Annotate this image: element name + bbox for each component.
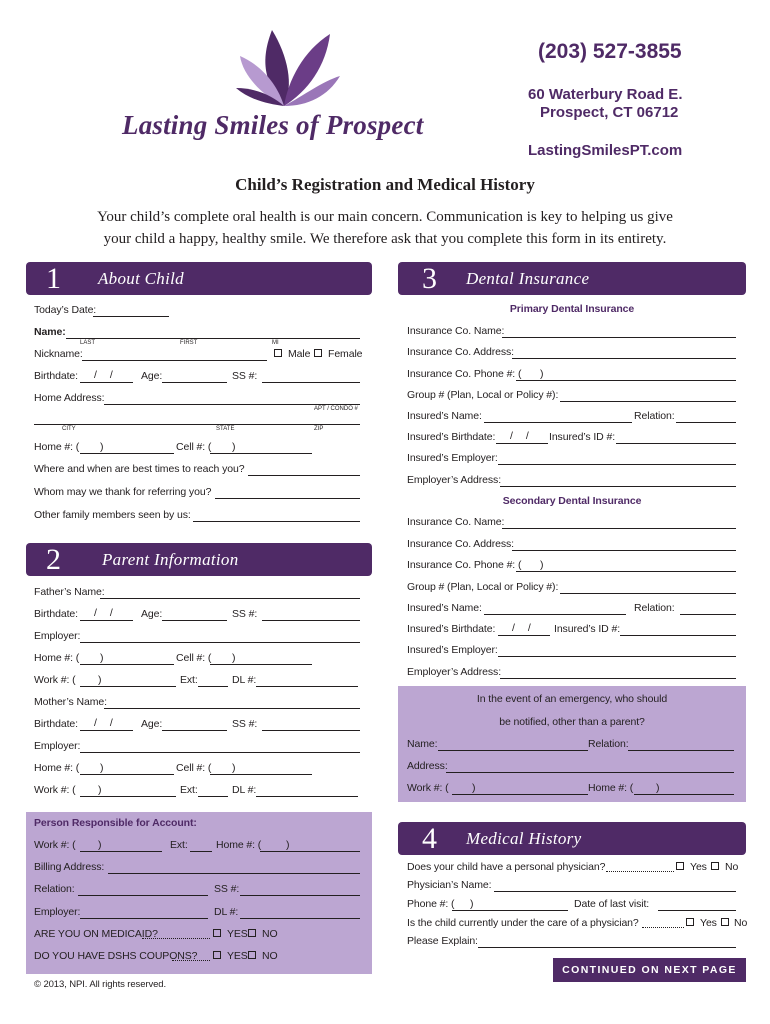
mother-cell-phone-label: Cell #: ( bbox=[176, 762, 212, 774]
s-ins-name-label: Insurance Co. Name: bbox=[407, 516, 505, 528]
father-age-field[interactable] bbox=[162, 620, 227, 621]
under-care-label: Is the child currently under the care of a physician? bbox=[407, 917, 639, 929]
paren-close: ) bbox=[100, 762, 104, 774]
s-insured-name-field[interactable] bbox=[484, 614, 626, 615]
resp-employer-field[interactable] bbox=[80, 918, 208, 919]
section3-title: Dental Insurance bbox=[466, 269, 590, 288]
under-care-no-checkbox[interactable] bbox=[721, 918, 729, 926]
dshs-yes-label: YES bbox=[227, 950, 248, 962]
resp-work-phone-label: Work #: ( bbox=[34, 839, 76, 851]
sub-zip: ZIP bbox=[314, 426, 324, 432]
birthdate-slashes: // bbox=[94, 717, 126, 729]
mother-employer-label: Employer: bbox=[34, 740, 81, 752]
age-field[interactable] bbox=[162, 382, 227, 383]
paren-close: ) bbox=[100, 441, 104, 453]
physician-yes-label: Yes bbox=[690, 861, 707, 873]
primary-insurance-title: Primary Dental Insurance bbox=[509, 303, 635, 315]
under-care-yes-label: Yes bbox=[700, 917, 717, 929]
p-insured-employer-field[interactable] bbox=[498, 464, 736, 465]
mother-age-label: Age: bbox=[141, 718, 163, 730]
responsible-title: Person Responsible for Account: bbox=[34, 817, 197, 829]
physicians-name-field[interactable] bbox=[494, 891, 736, 892]
sub-state: STATE bbox=[216, 426, 235, 432]
s-insured-employer-label: Insured’s Employer: bbox=[407, 644, 498, 656]
paren-close: ) bbox=[232, 762, 236, 774]
father-cell-phone-label: Cell #: ( bbox=[176, 652, 212, 664]
s-insured-birthdate-field[interactable] bbox=[498, 635, 550, 636]
birthdate-label: Birthdate: bbox=[34, 370, 78, 382]
emergency-relation-field[interactable] bbox=[628, 750, 734, 751]
mother-ext-field[interactable] bbox=[198, 796, 228, 797]
dshs-no-label: NO bbox=[262, 950, 278, 962]
practice-address-line1: 60 Waterbury Road E. bbox=[528, 86, 683, 103]
mother-home-phone-label: Home #: ( bbox=[34, 762, 80, 774]
resp-home-phone-field[interactable] bbox=[260, 851, 360, 852]
female-checkbox[interactable] bbox=[314, 349, 322, 357]
section1-banner bbox=[26, 262, 372, 295]
p-ins-address-field[interactable] bbox=[512, 358, 736, 359]
s-relation-field[interactable] bbox=[680, 614, 736, 615]
s-ins-address-label: Insurance Co. Address: bbox=[407, 538, 514, 550]
mother-work-phone-label: Work #: ( bbox=[34, 784, 76, 796]
mother-employer-field[interactable] bbox=[80, 752, 360, 753]
mothers-name-field[interactable] bbox=[104, 708, 360, 709]
father-age-label: Age: bbox=[141, 608, 163, 620]
child-cell-phone-label: Cell #: ( bbox=[176, 441, 212, 453]
dshs-label: DO YOU HAVE DSHS COUPONS? bbox=[34, 950, 198, 962]
secondary-insurance-title: Secondary Dental Insurance bbox=[502, 495, 642, 507]
s-insured-name-label: Insured’s Name: bbox=[407, 602, 482, 614]
city-state-zip-field[interactable] bbox=[34, 424, 360, 425]
continued-label: CONTINUED ON NEXT PAGE bbox=[562, 964, 737, 976]
paren-close: ) bbox=[286, 839, 290, 851]
section3-number: 3 bbox=[422, 262, 437, 295]
ss-label: SS #: bbox=[232, 370, 258, 382]
father-dl-label: DL #: bbox=[232, 674, 257, 686]
mother-dl-field[interactable] bbox=[256, 796, 358, 797]
please-explain-label: Please Explain: bbox=[407, 935, 478, 947]
mother-cell-phone-field[interactable] bbox=[210, 774, 312, 775]
nickname-field[interactable] bbox=[82, 360, 267, 361]
p-employer-address-label: Employer’s Address: bbox=[407, 474, 502, 486]
practice-address-line2: Prospect, CT 06712 bbox=[540, 104, 679, 121]
section3-banner bbox=[398, 262, 746, 295]
sub-mi: MI bbox=[272, 340, 279, 346]
birthdate-field[interactable] bbox=[80, 382, 133, 383]
s-group-label: Group # (Plan, Local or Policy #): bbox=[407, 581, 559, 593]
resp-relation-label: Relation: bbox=[34, 883, 75, 895]
s-insured-id-field[interactable] bbox=[620, 635, 736, 636]
father-birthdate-label: Birthdate: bbox=[34, 608, 78, 620]
p-ins-phone-field[interactable] bbox=[516, 380, 736, 381]
resp-ss-field[interactable] bbox=[240, 895, 360, 896]
logo bbox=[228, 26, 344, 110]
medicaid-no-label: NO bbox=[262, 928, 278, 940]
medicaid-yes-checkbox[interactable] bbox=[213, 929, 221, 937]
nickname-label: Nickname: bbox=[34, 348, 83, 360]
section4-number: 4 bbox=[422, 822, 437, 855]
intro-line1: Your child’s complete oral health is our main concern. Communication is key to helping us give bbox=[97, 209, 673, 225]
p-group-label: Group # (Plan, Local or Policy #): bbox=[407, 389, 559, 401]
billing-address-field[interactable] bbox=[108, 873, 360, 874]
p-relation-field[interactable] bbox=[676, 422, 736, 423]
p-employer-address-field[interactable] bbox=[500, 486, 736, 487]
medicaid-label: ARE YOU ON MEDICAID? bbox=[34, 928, 158, 940]
home-address-label: Home Address: bbox=[34, 392, 105, 404]
mother-ss-field[interactable] bbox=[262, 730, 360, 731]
emergency-home-label: Home #: ( bbox=[588, 782, 634, 794]
section2-title: Parent Information bbox=[102, 550, 239, 569]
resp-ss-label: SS #: bbox=[214, 883, 240, 895]
father-ext-field[interactable] bbox=[198, 686, 228, 687]
home-address-field[interactable] bbox=[104, 404, 360, 405]
section4-banner bbox=[398, 822, 746, 855]
resp-dl-field[interactable] bbox=[240, 918, 360, 919]
s-employer-address-field[interactable] bbox=[500, 678, 736, 679]
emergency-line2: be notified, other than a parent? bbox=[499, 716, 645, 728]
father-employer-field[interactable] bbox=[80, 642, 360, 643]
emergency-name-label: Name: bbox=[407, 738, 438, 750]
resp-ext-label: Ext: bbox=[170, 839, 188, 851]
resp-employer-label: Employer: bbox=[34, 906, 81, 918]
p-group-field[interactable] bbox=[560, 401, 736, 402]
age-label: Age: bbox=[141, 370, 163, 382]
emergency-work-field[interactable] bbox=[452, 794, 588, 795]
under-care-no-label: No bbox=[734, 917, 748, 929]
referring-label: Whom may we thank for referring you? bbox=[34, 486, 212, 498]
emergency-address-field[interactable] bbox=[446, 772, 734, 773]
father-home-phone-label: Home #: ( bbox=[34, 652, 80, 664]
physicians-name-label: Physician’s Name: bbox=[407, 879, 492, 891]
best-times-label: Where and when are best times to reach you? bbox=[34, 463, 245, 475]
child-cell-phone-field[interactable] bbox=[210, 453, 312, 454]
section2-number: 2 bbox=[46, 543, 61, 576]
emergency-line1: In the event of an emergency, who should bbox=[476, 693, 668, 705]
emergency-address-label: Address: bbox=[407, 760, 448, 772]
under-care-yes-checkbox[interactable] bbox=[686, 918, 694, 926]
mother-birthdate-label: Birthdate: bbox=[34, 718, 78, 730]
emergency-name-field[interactable] bbox=[438, 750, 588, 751]
child-home-phone-label: Home #: ( bbox=[34, 441, 80, 453]
physician-phone-label: Phone #: ( bbox=[407, 898, 455, 910]
practice-phone: (203) 527-3855 bbox=[538, 40, 682, 63]
other-family-field[interactable] bbox=[193, 521, 360, 522]
s-insured-birthdate-label: Insured’s Birthdate: bbox=[407, 623, 496, 635]
p-ins-name-label: Insurance Co. Name: bbox=[407, 325, 505, 337]
mother-ext-label: Ext: bbox=[180, 784, 198, 796]
billing-address-label: Billing Address: bbox=[34, 861, 105, 873]
physician-no-checkbox[interactable] bbox=[711, 862, 719, 870]
sub-last: LAST bbox=[80, 340, 96, 346]
personal-physician-dots bbox=[606, 871, 674, 872]
p-ins-phone-label: Insurance Co. Phone #: ( bbox=[407, 368, 522, 380]
paren-close: ) bbox=[98, 674, 102, 686]
sub-city: CITY bbox=[62, 426, 76, 432]
paren-close: ) bbox=[98, 839, 102, 851]
resp-dl-label: DL #: bbox=[214, 906, 239, 918]
continued-banner[interactable] bbox=[553, 958, 746, 982]
section4-title: Medical History bbox=[466, 829, 582, 848]
father-employer-label: Employer: bbox=[34, 630, 81, 642]
resp-relation-field[interactable] bbox=[78, 895, 208, 896]
under-care-dots bbox=[642, 927, 684, 928]
mother-dl-label: DL #: bbox=[232, 784, 257, 796]
resp-work-phone-field[interactable] bbox=[80, 851, 162, 852]
female-label: Female bbox=[328, 348, 363, 360]
practice-website[interactable]: LastingSmilesPT.com bbox=[528, 142, 683, 159]
dshs-no-checkbox[interactable] bbox=[248, 951, 256, 959]
father-work-phone-label: Work #: ( bbox=[34, 674, 76, 686]
mother-work-phone-field[interactable] bbox=[80, 796, 176, 797]
s-insured-employer-field[interactable] bbox=[498, 656, 736, 657]
paren-close: ) bbox=[540, 368, 544, 380]
todays-date-field[interactable] bbox=[93, 316, 169, 317]
paren-close: ) bbox=[232, 441, 236, 453]
other-family-label: Other family members seen by us: bbox=[34, 509, 191, 521]
father-ss-label: SS #: bbox=[232, 608, 258, 620]
s-relation-label: Relation: bbox=[634, 602, 675, 614]
s-ins-phone-label: Insurance Co. Phone #: ( bbox=[407, 559, 522, 571]
father-home-phone-field[interactable] bbox=[80, 664, 174, 665]
paren-close: ) bbox=[100, 652, 104, 664]
s-employer-address-label: Employer’s Address: bbox=[407, 666, 502, 678]
paren-close: ) bbox=[98, 784, 102, 796]
mother-ss-label: SS #: bbox=[232, 718, 258, 730]
father-cell-phone-field[interactable] bbox=[210, 664, 312, 665]
p-ins-name-field[interactable] bbox=[502, 337, 736, 338]
birthdate-slashes: // bbox=[94, 607, 126, 619]
form-title: Child’s Registration and Medical History bbox=[235, 175, 535, 194]
s-ins-name-field[interactable] bbox=[502, 528, 736, 529]
birthdate-slashes: // bbox=[510, 430, 542, 442]
paren-close: ) bbox=[472, 782, 476, 794]
father-work-phone-field[interactable] bbox=[80, 686, 176, 687]
birthdate-slashes: // bbox=[94, 369, 126, 381]
physician-no-label: No bbox=[725, 861, 739, 873]
paren-close: ) bbox=[470, 898, 474, 910]
p-insured-id-label: Insured’s ID #: bbox=[549, 431, 616, 443]
intro-line2: your child a happy, healthy smile. We therefore ask that you complete this form in its entirety. bbox=[103, 231, 667, 247]
male-label: Male bbox=[288, 348, 311, 360]
p-insured-name-label: Insured’s Name: bbox=[407, 410, 482, 422]
last-visit-label: Date of last visit: bbox=[574, 898, 650, 910]
sub-first: FIRST bbox=[180, 340, 198, 346]
p-ins-address-label: Insurance Co. Address: bbox=[407, 346, 514, 358]
practice-name: Lasting Smiles of Prospect bbox=[122, 110, 424, 140]
mother-age-field[interactable] bbox=[162, 730, 227, 731]
father-ext-label: Ext: bbox=[180, 674, 198, 686]
emergency-relation-label: Relation: bbox=[588, 738, 629, 750]
p-insured-name-field[interactable] bbox=[484, 422, 632, 423]
fathers-name-field[interactable] bbox=[100, 598, 360, 599]
father-dl-field[interactable] bbox=[256, 686, 358, 687]
personal-physician-label: Does your child have a personal physician? bbox=[407, 861, 606, 873]
dshs-dots bbox=[172, 960, 210, 961]
best-times-field[interactable] bbox=[248, 475, 360, 476]
mothers-name-label: Mother’s Name: bbox=[34, 696, 107, 708]
p-insured-id-field[interactable] bbox=[616, 443, 736, 444]
physician-phone-field[interactable] bbox=[452, 910, 568, 911]
mother-home-phone-field[interactable] bbox=[80, 774, 174, 775]
medicaid-yes-label: YES bbox=[227, 928, 248, 940]
paren-close: ) bbox=[656, 782, 660, 794]
section1-title: About Child bbox=[98, 269, 184, 288]
child-home-phone-field[interactable] bbox=[80, 453, 174, 454]
emergency-home-field[interactable] bbox=[634, 794, 734, 795]
medicaid-no-checkbox[interactable] bbox=[248, 929, 256, 937]
child-name-field[interactable] bbox=[66, 338, 360, 339]
s-group-field[interactable] bbox=[560, 593, 736, 594]
resp-home-phone-label: Home #: ( bbox=[216, 839, 262, 851]
s-ins-address-field[interactable] bbox=[512, 550, 736, 551]
medicaid-dots bbox=[142, 938, 210, 939]
male-checkbox[interactable] bbox=[274, 349, 282, 357]
p-insured-employer-label: Insured’s Employer: bbox=[407, 452, 498, 464]
resp-ext-field[interactable] bbox=[190, 851, 212, 852]
s-insured-id-label: Insured’s ID #: bbox=[554, 623, 621, 635]
p-insured-birthdate-field[interactable] bbox=[496, 443, 548, 444]
section2-banner bbox=[26, 543, 372, 576]
father-ss-field[interactable] bbox=[262, 620, 360, 621]
fathers-name-label: Father’s Name: bbox=[34, 586, 105, 598]
lotus-logo-icon bbox=[228, 26, 344, 110]
please-explain-field[interactable] bbox=[478, 947, 736, 948]
physician-yes-checkbox[interactable] bbox=[676, 862, 684, 870]
emergency-work-label: Work #: ( bbox=[407, 782, 449, 794]
copyright: © 2013, NPI. All rights reserved. bbox=[34, 979, 167, 990]
paren-close: ) bbox=[540, 559, 544, 571]
mother-birthdate-field[interactable] bbox=[80, 730, 133, 731]
p-relation-label: Relation: bbox=[634, 410, 675, 422]
s-ins-phone-field[interactable] bbox=[516, 571, 736, 572]
birthdate-slashes: // bbox=[512, 622, 544, 634]
dshs-yes-checkbox[interactable] bbox=[213, 951, 221, 959]
last-visit-field[interactable] bbox=[658, 910, 736, 911]
referring-field[interactable] bbox=[215, 498, 360, 499]
todays-date-label: Today’s Date: bbox=[34, 304, 97, 316]
section1-number: 1 bbox=[46, 262, 61, 295]
paren-close: ) bbox=[232, 652, 236, 664]
father-birthdate-field[interactable] bbox=[80, 620, 133, 621]
p-insured-birthdate-label: Insured’s Birthdate: bbox=[407, 431, 496, 443]
sub-apt: APT / CONDO # bbox=[314, 406, 358, 412]
child-name-label: Name: bbox=[34, 326, 66, 338]
ss-field[interactable] bbox=[262, 382, 360, 383]
